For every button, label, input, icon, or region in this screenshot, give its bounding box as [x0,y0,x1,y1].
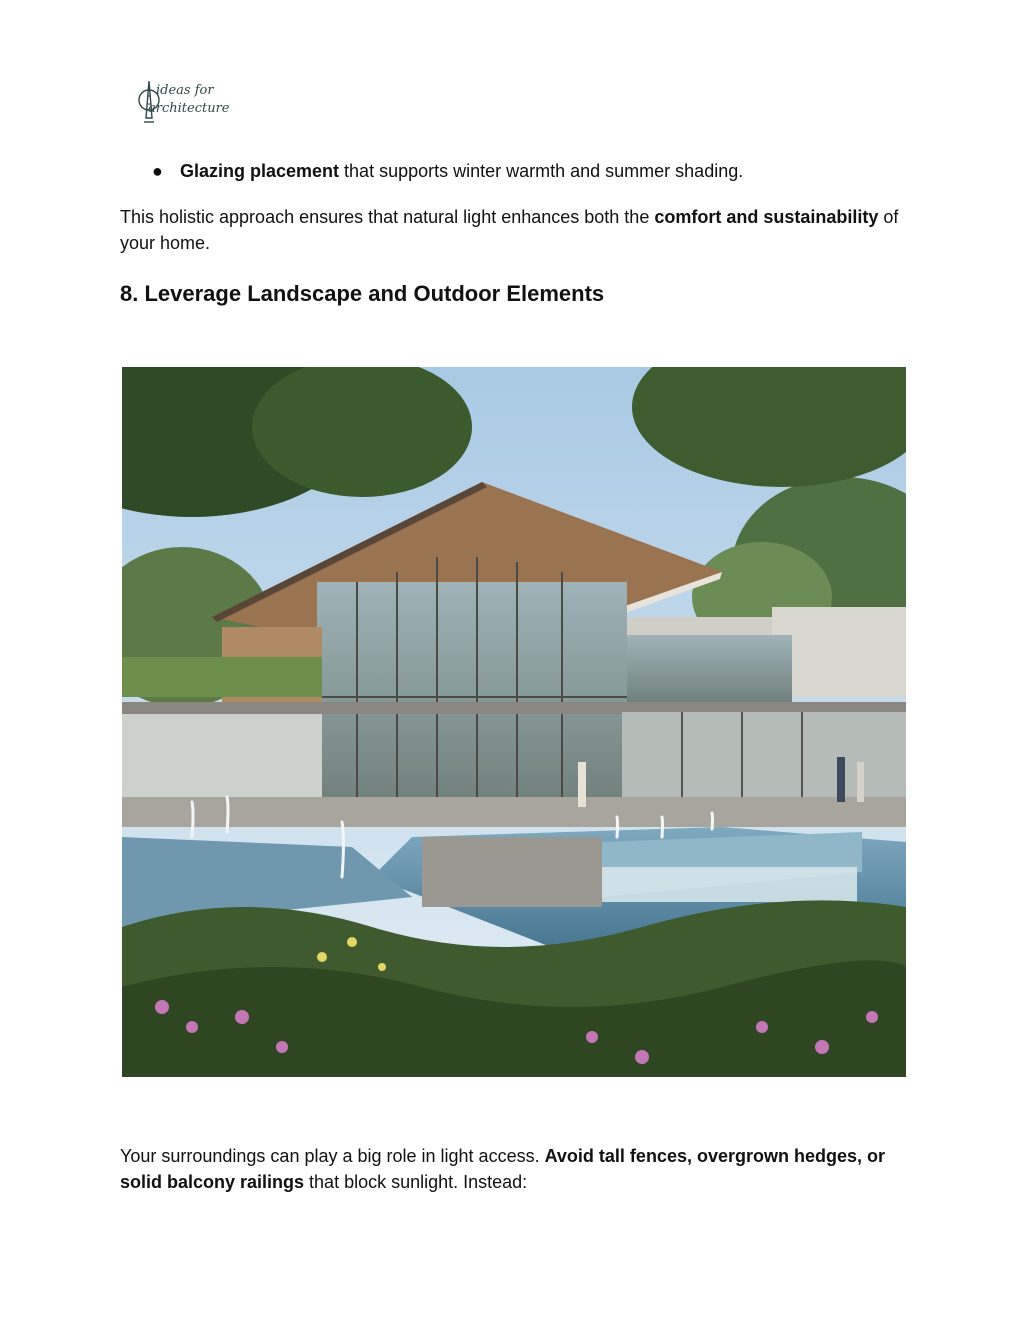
figure [120,330,908,1120]
bullet-bold: Glazing placement [180,161,340,181]
paragraph-surroundings: Your surroundings can play a big role in light access. Avoid tall fences, overgrown hedges, or solid balcony railings that block sunlight. Instead: [120,1146,886,1192]
bullet-text: that supports winter warmth and summer shading. [339,161,744,181]
bullet-icon: ● [152,161,163,181]
house-landscape-photo [122,367,906,1077]
section-heading: 8. Leverage Landscape and Outdoor Elements [120,281,605,306]
logo-wordmark: ideas for architecture [148,83,230,116]
list-item [120,160,743,182]
site-logo [136,78,236,130]
paragraph-holistic: This holistic approach ensures that natural light enhances both the comfort and sustainability of your home. [120,207,899,253]
photo-illustration [122,367,906,1077]
bullet-list [120,160,743,182]
